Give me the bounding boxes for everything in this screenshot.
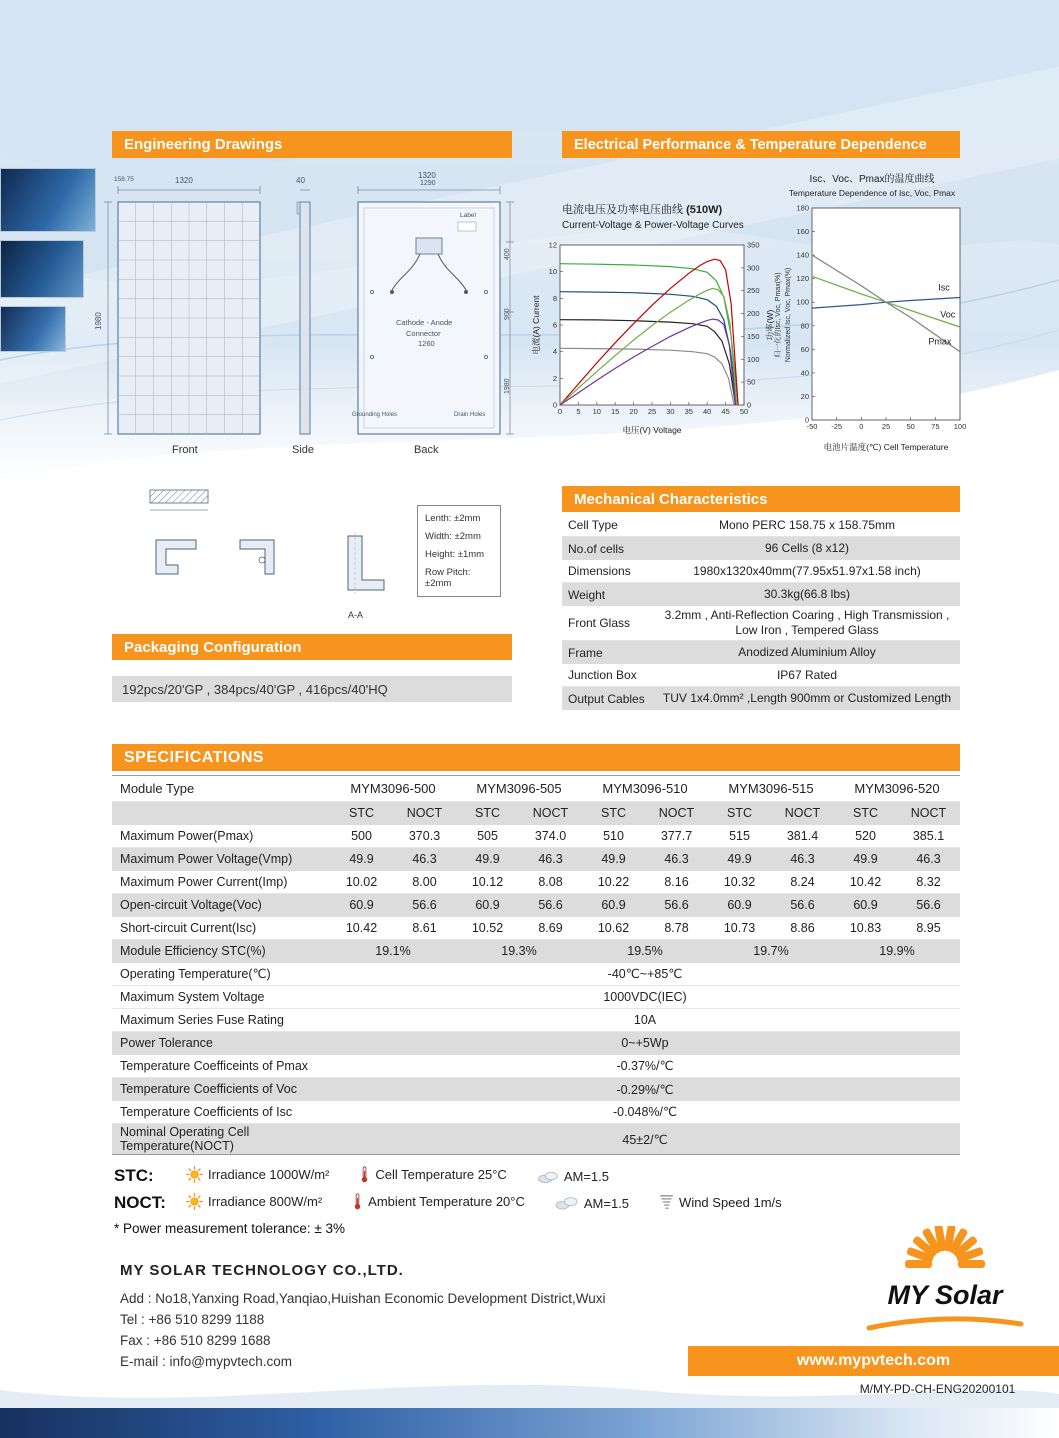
svg-text:100: 100	[953, 422, 967, 431]
spec-value: 8.32	[897, 871, 960, 894]
spec-value: 8.16	[645, 871, 708, 894]
spec-value: 56.6	[771, 894, 834, 917]
spec-row-label: Maximum System Voltage	[112, 986, 330, 1009]
spec-value: 10.42	[834, 871, 897, 894]
condition-item	[352, 1193, 525, 1210]
spec-value: 60.9	[708, 894, 771, 917]
specifications-title: SPECIFICATIONS	[124, 748, 265, 766]
svg-text:200: 200	[747, 309, 760, 319]
iv-pv-title-text: 电流电压及功率电压曲线	[562, 204, 683, 216]
spec-value: 49.9	[330, 848, 393, 871]
mech-row-label: Front Glass	[568, 616, 631, 630]
spec-row-label: Open-circuit Voltage(Voc)	[112, 894, 330, 917]
frame-section-drawings	[112, 478, 512, 636]
spec-row	[112, 1078, 960, 1101]
spec-value: 56.6	[519, 894, 582, 917]
stc-items	[186, 1166, 639, 1186]
svg-text:Normalized Isc, Voc, Pmax(%): Normalized Isc, Voc, Pmax(%)	[785, 267, 792, 363]
spec-row-label: Short-circuit Current(Isc)	[112, 917, 330, 940]
spec-value: 60.9	[834, 894, 897, 917]
spec-value: 10.32	[708, 871, 771, 894]
spec-row	[112, 917, 960, 940]
power-tolerance-note: * Power measurement tolerance: ± 3%	[114, 1221, 346, 1236]
spec-value: 374.0	[519, 825, 582, 848]
spec-value: 8.24	[771, 871, 834, 894]
photo-thumbnail	[0, 240, 84, 298]
svg-text:120: 120	[796, 274, 809, 284]
wind-icon	[659, 1194, 674, 1210]
spec-row	[112, 871, 960, 894]
dim-front-cell: 158.75	[114, 176, 134, 183]
condition-item	[186, 1166, 329, 1183]
spec-value: 46.3	[519, 848, 582, 871]
tolerance-length: Lenth: ±2mm	[425, 513, 481, 525]
spec-row	[112, 963, 960, 986]
mech-row-value: IP67 Rated	[776, 667, 838, 682]
sun-icon	[186, 1193, 203, 1210]
mech-row-label: Junction Box	[568, 668, 637, 682]
svg-text:Voc: Voc	[940, 309, 956, 320]
spec-value: 510	[582, 825, 645, 848]
svg-text:160: 160	[796, 227, 809, 237]
back-label-tag: Label	[460, 212, 476, 219]
mech-row	[562, 537, 960, 560]
mech-row-value: 96 Cells (8 x12)	[764, 541, 850, 555]
mech-row-label: Cell Type	[568, 518, 618, 532]
spec-value: 520	[834, 825, 897, 848]
noct-items	[186, 1193, 812, 1213]
dim-hole-3: 1980	[504, 378, 511, 394]
condition-header: STC	[582, 802, 645, 825]
svg-text:0: 0	[859, 422, 864, 431]
svg-text:80: 80	[800, 321, 809, 331]
spec-row	[112, 848, 960, 871]
spec-value: 19.9%	[834, 940, 960, 963]
spec-value: 60.9	[456, 894, 519, 917]
mech-row	[562, 560, 960, 583]
spec-value: 19.5%	[582, 940, 708, 963]
spec-subheader-row	[112, 802, 960, 825]
spec-row-label: Maximum Series Fuse Rating	[112, 1009, 330, 1032]
condition-item	[659, 1194, 782, 1210]
spec-value: 370.3	[393, 825, 456, 848]
svg-text:50: 50	[747, 377, 756, 387]
svg-text:功率(W): 功率(W)	[765, 309, 775, 341]
spec-row-label: Maximum Power(Pmax)	[112, 825, 330, 848]
junction-box-label: Cathode - Anode	[396, 318, 453, 327]
svg-text:2: 2	[552, 373, 557, 383]
svg-text:12: 12	[548, 240, 557, 250]
spec-value: 385.1	[897, 825, 960, 848]
module-name: MYM3096-520	[834, 776, 960, 802]
side-view-caption: Side	[292, 444, 315, 456]
svg-text:300: 300	[747, 263, 760, 273]
spec-value: 56.6	[897, 894, 960, 917]
spec-row-label: Temperature Coefficients of Voc	[112, 1078, 330, 1101]
thermometer-icon	[352, 1193, 363, 1210]
mech-row	[562, 514, 960, 537]
condition-text: Irradiance 1000W/m²	[208, 1167, 330, 1182]
company-tel: Tel : +86 510 8299 1188	[120, 1312, 265, 1327]
mech-row-value: TUV 1x4.0mm² ,Length 900mm or Customized Length	[662, 691, 952, 705]
svg-text:10: 10	[548, 267, 557, 277]
spec-value: 49.9	[582, 848, 645, 871]
spec-row	[112, 940, 960, 963]
spec-value: 505	[456, 825, 519, 848]
tolerance-width: Width: ±2mm	[425, 531, 481, 543]
spec-value: 8.08	[519, 871, 582, 894]
sun-icon	[186, 1166, 203, 1183]
spec-value: 46.3	[393, 848, 456, 871]
condition-header: STC	[708, 802, 771, 825]
dim-back-width-outer: 1320	[418, 171, 436, 180]
spec-value: -0.048%/℃	[330, 1101, 960, 1124]
condition-item	[186, 1193, 322, 1210]
mech-row	[562, 606, 960, 641]
condition-header: NOCT	[393, 802, 456, 825]
module-name: MYM3096-510	[582, 776, 708, 802]
grounding-holes-label: Grounding Holes	[352, 412, 398, 418]
svg-text:20: 20	[800, 391, 809, 401]
spec-row	[112, 1032, 960, 1055]
iv-pv-chart-title-en: Current-Voltage & Power-Voltage Curves	[562, 220, 744, 231]
spec-value: 8.61	[393, 917, 456, 940]
photo-thumbnail	[0, 306, 66, 352]
section-aa-label: A-A	[348, 610, 364, 620]
company-fax: Fax : +86 510 8299 1688	[120, 1333, 271, 1348]
iv-pv-chart-title-cn	[530, 201, 782, 217]
section-header-packaging	[112, 634, 512, 660]
dim-side-thickness: 40	[296, 176, 305, 185]
svg-text:Pmax: Pmax	[928, 336, 952, 347]
spec-row-label: Maximum Power Current(Imp)	[112, 871, 330, 894]
svg-text:20: 20	[629, 407, 638, 416]
dim-back-width-inner: 1290	[420, 180, 436, 187]
svg-text:0: 0	[552, 400, 557, 410]
spec-row	[112, 1124, 960, 1155]
spec-value: 10.12	[456, 871, 519, 894]
specifications-table-wrap	[112, 775, 960, 1155]
spec-value: 8.86	[771, 917, 834, 940]
mech-row-label: Output Cables	[568, 691, 645, 706]
engineering-title: Engineering Drawings	[124, 136, 283, 153]
spec-row-label: Power Tolerance	[112, 1032, 330, 1055]
mechanical-table	[562, 514, 960, 710]
drain-holes-label: Drain Holes	[454, 412, 486, 418]
spec-value: -40℃~+85℃	[330, 963, 960, 986]
svg-text:180: 180	[796, 203, 809, 213]
mech-row-label: Frame	[568, 645, 603, 660]
condition-header: STC	[456, 802, 519, 825]
spec-value: 377.7	[645, 825, 708, 848]
svg-text:350: 350	[747, 240, 760, 250]
test-conditions	[114, 1166, 960, 1236]
mech-row-value: Mono PERC 158.75 x 158.75mm	[718, 517, 896, 532]
spec-value: 10A	[330, 1009, 960, 1032]
spec-value: 10.42	[330, 917, 393, 940]
spec-row	[112, 1009, 960, 1032]
condition-header: STC	[330, 802, 393, 825]
mech-row-value: 1980x1320x40mm(77.95x51.97x1.58 inch)	[693, 563, 921, 578]
condition-item	[555, 1196, 629, 1211]
noct-label: NOCT:	[114, 1193, 166, 1212]
svg-text:电压(V) Voltage: 电压(V) Voltage	[622, 425, 682, 435]
connector-length: 1260	[418, 339, 435, 348]
svg-text:50: 50	[906, 422, 915, 431]
condition-text: AM=1.5	[583, 1195, 630, 1211]
spec-value: 500	[330, 825, 393, 848]
spec-row	[112, 894, 960, 917]
svg-text:25: 25	[647, 407, 657, 416]
condition-text: Irradiance 800W/m²	[208, 1194, 323, 1209]
condition-text: Ambient Temperature 20°C	[368, 1194, 525, 1209]
svg-text:15: 15	[611, 407, 620, 416]
condition-header: NOCT	[645, 802, 708, 825]
dim-front-height: 1980	[94, 312, 103, 330]
mech-row-label: No.of cells	[568, 541, 625, 556]
spec-row-label: Maximum Power Voltage(Vmp)	[112, 848, 330, 871]
svg-text:电流(A) Current: 电流(A) Current	[531, 295, 541, 355]
svg-text:8: 8	[552, 293, 557, 303]
engineering-drawings	[94, 171, 530, 464]
spec-row-label: Nominal Operating Cell Temperature(NOCT)	[112, 1124, 330, 1155]
svg-text:0: 0	[557, 407, 563, 416]
spec-corner-label: Module Type	[112, 776, 330, 802]
tolerance-box	[417, 505, 501, 597]
company-logo	[845, 1226, 1045, 1338]
bottom-gradient-bar	[0, 1408, 1059, 1438]
mech-row-value: 3.2mm , Anti-Reflection Coaring , High Transmission , Low Iron , Tempered Glass	[664, 608, 950, 637]
temperature-chart	[770, 170, 974, 454]
condition-text: AM=1.5	[563, 1169, 609, 1184]
spec-value: 56.6	[393, 894, 456, 917]
cloud-icon	[537, 1170, 559, 1183]
spec-value: 515	[708, 825, 771, 848]
svg-text:5: 5	[576, 407, 581, 416]
spec-value: 49.9	[708, 848, 771, 871]
photo-thumbnail	[0, 168, 96, 232]
spec-row	[112, 825, 960, 848]
condition-header: STC	[834, 802, 897, 825]
svg-text:归一化的Isc, Voc, Pmax(%): 归一化的Isc, Voc, Pmax(%)	[775, 272, 782, 358]
spec-value: 60.9	[330, 894, 393, 917]
module-name: MYM3096-500	[330, 776, 456, 802]
condition-text: Wind Speed 1m/s	[679, 1194, 782, 1210]
iv-pv-title-power: (510W)	[686, 204, 723, 216]
spec-value: 46.3	[645, 848, 708, 871]
mech-row	[562, 664, 960, 687]
noct-conditions-line	[114, 1193, 960, 1213]
tolerance-height: Height: ±1mm	[425, 548, 485, 560]
spec-value: 10.83	[834, 917, 897, 940]
dim-hole-2: 900	[504, 308, 511, 320]
stc-label: STC:	[114, 1166, 154, 1185]
spec-value: 10.62	[582, 917, 645, 940]
svg-text:150: 150	[747, 331, 760, 341]
condition-text: Cell Temperature 25°C	[375, 1167, 507, 1182]
packaging-info: 192pcs/20'GP , 384pcs/40'GP , 416pcs/40'HQ	[112, 676, 512, 702]
svg-text:0: 0	[747, 400, 752, 410]
tolerance-row-pitch: Row Pitch: ±2mm	[425, 566, 471, 589]
svg-text:-50: -50	[806, 422, 818, 431]
packaging-title: Packaging Configuration	[124, 638, 302, 656]
spec-value: 10.52	[456, 917, 519, 940]
mech-row	[562, 583, 960, 606]
website-bar[interactable]: www.mypvtech.com	[688, 1346, 1059, 1376]
spec-value: 10.73	[708, 917, 771, 940]
spec-row	[112, 1101, 960, 1124]
svg-text:40: 40	[800, 368, 809, 378]
logo-text: MY Solar	[887, 1280, 1003, 1310]
stc-conditions-line	[114, 1166, 960, 1186]
spec-value: 381.4	[771, 825, 834, 848]
spec-row-label: Module Efficiency STC(%)	[112, 940, 330, 963]
dim-hole-1: 400	[504, 248, 511, 260]
mech-row	[562, 641, 960, 664]
module-name: MYM3096-515	[708, 776, 834, 802]
spec-value: -0.37%/℃	[330, 1055, 960, 1078]
svg-text:60: 60	[800, 344, 809, 354]
clouds-icon	[555, 1196, 579, 1210]
front-view-caption: Front	[172, 444, 198, 456]
spec-row	[112, 1055, 960, 1078]
condition-header: NOCT	[519, 802, 582, 825]
company-name: MY SOLAR TECHNOLOGY CO.,LTD.	[120, 1262, 404, 1279]
spec-subheader-corner	[112, 802, 330, 825]
section-header-engineering	[112, 131, 512, 158]
spec-value: 10.02	[330, 871, 393, 894]
spec-value: 19.7%	[708, 940, 834, 963]
svg-text:4: 4	[552, 347, 557, 357]
svg-text:6: 6	[552, 320, 557, 330]
spec-value: 8.78	[645, 917, 708, 940]
svg-text:75: 75	[931, 422, 940, 431]
svg-text:100: 100	[747, 354, 760, 364]
condition-header: NOCT	[897, 802, 960, 825]
module-name: MYM3096-505	[456, 776, 582, 802]
document-code: M/MY-PD-CH-ENG20200101	[859, 1382, 1016, 1396]
svg-text:Isc: Isc	[938, 282, 950, 293]
spec-row	[112, 986, 960, 1009]
svg-text:45: 45	[721, 407, 730, 416]
specifications-table	[112, 775, 960, 1155]
spec-value: 49.9	[456, 848, 519, 871]
spec-value: 0~+5Wp	[330, 1032, 960, 1055]
spec-value: 8.00	[393, 871, 456, 894]
svg-text:-25: -25	[831, 422, 843, 431]
svg-text:35: 35	[684, 407, 693, 416]
company-address: Add : No18,Yanxing Road,Yanqiao,Huishan Economic Development District,Wuxi	[120, 1291, 606, 1306]
connector-label: Connector	[406, 329, 441, 338]
section-header-electrical	[562, 131, 960, 158]
svg-text:100: 100	[796, 297, 809, 307]
spec-value: 46.3	[771, 848, 834, 871]
mech-row	[562, 687, 960, 710]
svg-text:0: 0	[804, 415, 809, 425]
mechanical-title: Mechanical Characteristics	[574, 490, 768, 508]
mech-row-label: Dimensions	[568, 564, 631, 578]
section-header-specifications	[112, 744, 960, 771]
svg-text:电池片温度(℃) Cell Temperature: 电池片温度(℃) Cell Temperature	[823, 442, 949, 452]
section-header-mechanical	[562, 486, 960, 512]
spec-value: 1000VDC(IEC)	[330, 986, 960, 1009]
mech-row-value: 30.3kg(66.8 lbs)	[763, 587, 851, 601]
company-contact-block	[120, 1288, 606, 1372]
spec-header-row	[112, 776, 960, 802]
svg-text:50: 50	[739, 407, 749, 416]
spec-value: 45±2/℃	[330, 1124, 960, 1155]
spec-value: 10.22	[582, 871, 645, 894]
back-view-caption: Back	[414, 444, 439, 456]
svg-text:10: 10	[592, 407, 601, 416]
condition-item	[359, 1166, 506, 1183]
iv-pv-chart-canvas	[530, 237, 780, 437]
iv-pv-chart	[530, 201, 782, 437]
mech-row-label: Weight	[568, 587, 606, 602]
company-email[interactable]: E-mail : info@mypvtech.com	[120, 1354, 292, 1369]
spec-row-label: Temperature Coefficeints of Pmax	[112, 1055, 330, 1078]
spec-value: 56.6	[645, 894, 708, 917]
spec-row-label: Temperature Coefficients of Isc	[112, 1101, 330, 1124]
spec-value: 60.9	[582, 894, 645, 917]
temperature-chart-title-en: Temperature Dependence of Isc, Voc, Pmax	[788, 188, 956, 198]
svg-text:25: 25	[881, 422, 891, 431]
spec-value: 19.1%	[330, 940, 456, 963]
temperature-chart-canvas	[772, 202, 972, 454]
spec-value: 8.95	[897, 917, 960, 940]
mech-row-value: Anodized Aluminium Alloy	[738, 645, 876, 659]
spec-value: 49.9	[834, 848, 897, 871]
dim-front-width: 1320	[175, 176, 193, 185]
spec-value: 46.3	[897, 848, 960, 871]
temperature-chart-title-cn: Isc、Voc、Pmax的温度曲线	[809, 174, 935, 185]
svg-text:40: 40	[703, 407, 712, 416]
svg-text:250: 250	[747, 286, 760, 296]
svg-text:30: 30	[666, 407, 675, 416]
spec-value: 19.3%	[456, 940, 582, 963]
condition-header: NOCT	[771, 802, 834, 825]
electrical-title: Electrical Performance & Temperature Dependence	[574, 136, 927, 153]
svg-text:140: 140	[796, 250, 809, 260]
spec-row-label: Operating Temperature(℃)	[112, 963, 330, 986]
spec-value: -0.29%/℃	[330, 1078, 960, 1101]
condition-item	[537, 1169, 609, 1184]
thermometer-icon	[359, 1166, 370, 1183]
spec-value: 8.69	[519, 917, 582, 940]
